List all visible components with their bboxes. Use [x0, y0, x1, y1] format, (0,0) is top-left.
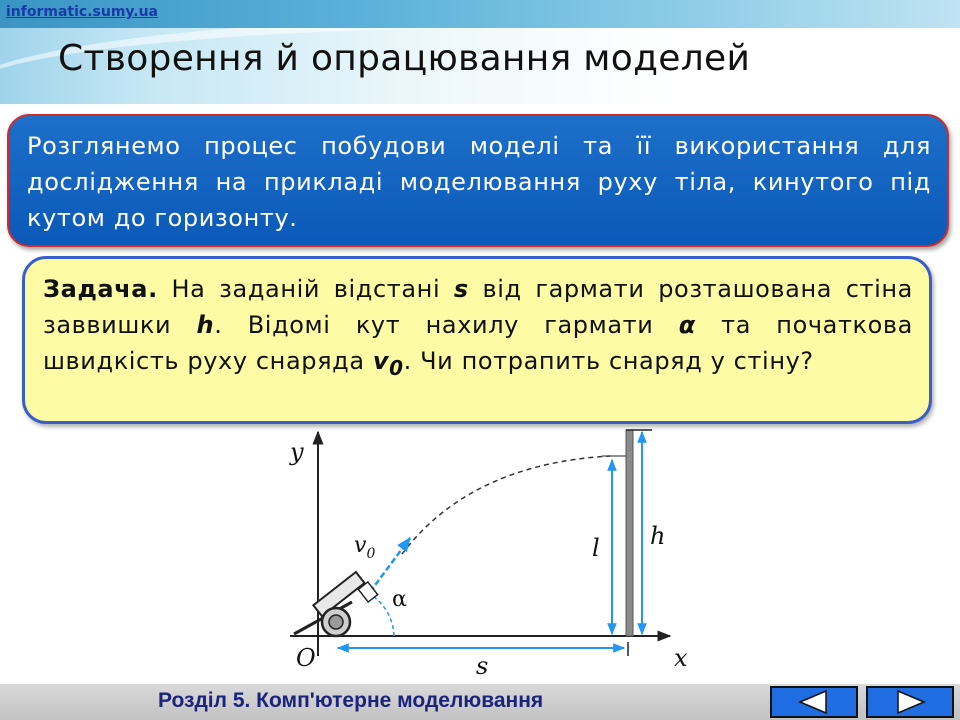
task-var-alpha: α	[678, 311, 696, 339]
label-h: h	[650, 522, 666, 550]
projectile-diagram	[270, 424, 700, 684]
label-x: x	[674, 644, 688, 672]
task-var-h: h	[196, 311, 215, 339]
task-var-v-sub: 0	[389, 355, 404, 380]
task-var-v: v	[372, 347, 390, 375]
prev-slide-button[interactable]	[770, 686, 858, 718]
wall	[626, 430, 633, 636]
intro-box	[7, 114, 949, 247]
task-text	[43, 271, 913, 386]
task-part-1: На заданій відстані	[157, 275, 454, 303]
site-link[interactable]: informatic.sumy.ua	[6, 4, 158, 20]
label-origin: O	[296, 644, 316, 672]
triangle-right-icon	[868, 688, 952, 716]
intro-text: Розглянемо процес побудови моделі та її використання для дослідження на прикладі моделювання руху тіла, кинутого під кутом до горизонту.	[27, 132, 931, 232]
task-part-3: . Відомі кут нахилу гармати	[214, 311, 679, 339]
site-bar	[0, 0, 960, 28]
next-slide-button[interactable]	[866, 686, 954, 718]
angle-arc	[370, 594, 394, 636]
triangle-left-icon	[772, 688, 856, 716]
slide-title: Створення й опрацювання моделей	[58, 38, 751, 79]
task-part-5: . Чи потрапить снаряд у стіну?	[403, 347, 814, 375]
slide-header	[0, 0, 960, 104]
label-l: l	[592, 534, 600, 562]
velocity-vector	[370, 538, 410, 592]
label-v: v	[354, 533, 367, 558]
label-v0	[354, 533, 375, 562]
task-label: Задача.	[43, 275, 158, 303]
section-label: Розділ 5. Комп'ютерне моделювання	[158, 689, 544, 712]
trajectory-path	[402, 456, 610, 554]
label-alpha: α	[392, 587, 407, 612]
task-part-4: та початкова швидкість руху снаряда	[43, 311, 913, 375]
label-v-sub: 0	[366, 546, 376, 562]
task-part-2: від гармати розташована стіна заввишки	[43, 275, 913, 339]
label-s: s	[476, 652, 489, 680]
task-var-s: s	[453, 275, 469, 303]
task-box	[22, 256, 932, 424]
cannon	[294, 572, 378, 636]
label-y: y	[290, 438, 304, 466]
